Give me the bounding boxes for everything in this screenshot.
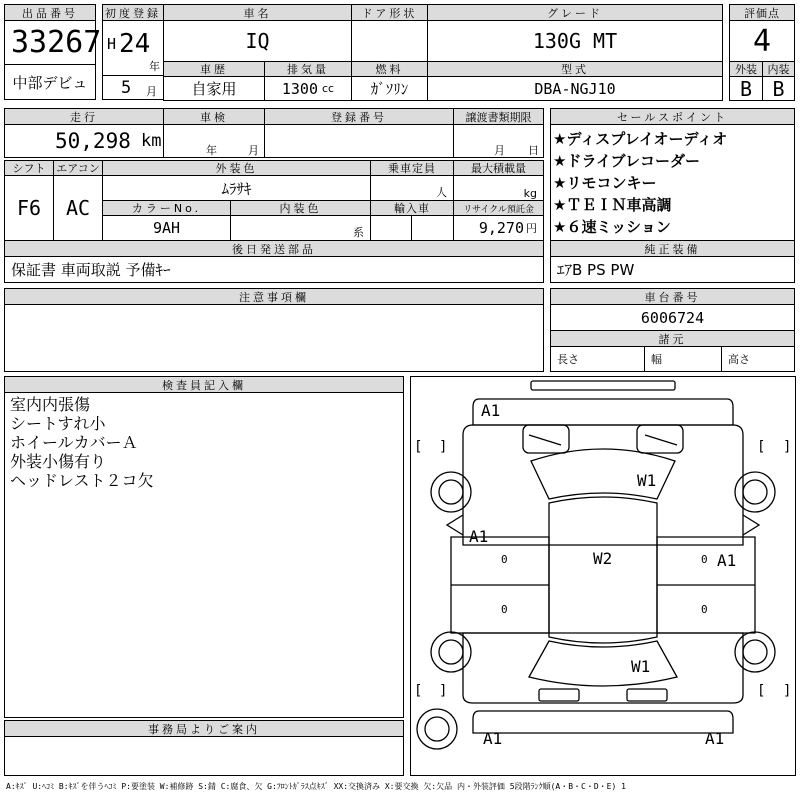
bracket-mark: [ bbox=[757, 683, 766, 699]
chassis-no-value: 6006724 bbox=[550, 304, 795, 331]
capacity-unit: 人 bbox=[436, 186, 447, 199]
sales-point-item: ★ドライブレコーダー bbox=[553, 152, 700, 170]
car-name-header: 車名 bbox=[163, 4, 352, 21]
transfer-day-unit: 日 bbox=[528, 144, 539, 157]
damage-diagram bbox=[410, 376, 796, 776]
width-label: 幅 bbox=[651, 353, 662, 366]
damage-mark-hood: W1 bbox=[637, 471, 657, 490]
inspector-note-item: ヘッドレスト２コ欠 bbox=[10, 471, 154, 490]
sales-point-item: ★６速ミッション bbox=[553, 218, 671, 236]
mileage-header: 走行 bbox=[4, 108, 164, 125]
inspection-month-unit: 月 bbox=[248, 144, 259, 157]
history-header: 車歴 bbox=[163, 61, 265, 77]
recycle-value: 9,270 bbox=[478, 219, 524, 237]
bracket-mark: ] bbox=[439, 439, 448, 455]
ext-color-header: 外装色 bbox=[102, 160, 371, 176]
chassis-no-header: 車台番号 bbox=[550, 288, 795, 305]
interior-header: 内装 bbox=[762, 61, 795, 77]
door-type-header: ドア形状 bbox=[351, 4, 428, 21]
inspection-cell bbox=[163, 124, 265, 158]
shift-value: F6 bbox=[4, 175, 54, 241]
history-value: 自家用 bbox=[163, 76, 265, 101]
inspector-note-item: ホイールカバーＡ bbox=[10, 433, 138, 452]
damage-mark-zero: 0 bbox=[501, 603, 508, 616]
height-cell bbox=[721, 346, 795, 372]
notes-body bbox=[4, 304, 544, 372]
damage-mark-rear-left: A1 bbox=[483, 729, 503, 748]
car-outline bbox=[411, 377, 795, 775]
damage-mark-zero: 0 bbox=[501, 553, 508, 566]
model-code-value: DBA-NGJ10 bbox=[427, 76, 723, 101]
venue-label: 中部デビュ bbox=[4, 64, 96, 100]
color-no-value: 9AH bbox=[102, 215, 231, 241]
bracket-mark: ] bbox=[783, 683, 792, 699]
length-cell bbox=[550, 346, 645, 372]
first-reg-month-cell bbox=[102, 75, 164, 100]
height-label: 高さ bbox=[728, 353, 750, 366]
damage-mark-front-left: A1 bbox=[481, 401, 501, 420]
capacity-cell bbox=[370, 175, 454, 201]
sales-point-item: ★リモコンキー bbox=[553, 174, 657, 192]
shift-header: シフト bbox=[4, 160, 54, 176]
displacement-header: 排気量 bbox=[264, 61, 352, 77]
legend: A:ｷｽﾞ U:ﾍｺﾐ B:ｷｽﾞを伴うﾍｺﾐ P:要塗装 W:補修跡 S:錆 C:腐食、欠 G:ﾌﾛﾝﾄｶﾞﾗｽ点ｷｽﾞ XX:交換済み X:要交換 欠:欠品 内・外装評価 5段階ﾗﾝｸ順(A・B・C・D・E) 1 bbox=[6, 782, 626, 791]
reg-no-cell bbox=[264, 124, 454, 158]
bracket-mark: ] bbox=[439, 683, 448, 699]
int-color-cell bbox=[230, 215, 371, 241]
inspector-note-item: 外装小傷有り bbox=[10, 452, 107, 471]
score-value: 4 bbox=[729, 20, 795, 62]
capacity-header: 乗車定員 bbox=[370, 160, 454, 176]
damage-mark-left-door: A1 bbox=[469, 527, 489, 546]
model-code-header: 型式 bbox=[427, 61, 723, 77]
car-name-value: IQ bbox=[163, 20, 352, 62]
dimensions-header: 諸元 bbox=[550, 330, 795, 347]
aircon-value: AC bbox=[53, 175, 103, 241]
interior-grade: B bbox=[762, 76, 795, 101]
bracket-mark: [ bbox=[757, 439, 766, 455]
year-unit: 年 bbox=[149, 60, 160, 73]
office-header: 事務局よりご案内 bbox=[4, 720, 404, 737]
sales-point-item: ★ディスプレイオーディオ bbox=[553, 130, 728, 148]
first-reg-month: 5 bbox=[121, 78, 132, 98]
inspector-header: 検査員記入欄 bbox=[4, 376, 404, 393]
later-parts-value: 保証書 車両取説 予備ｷｰ bbox=[4, 256, 544, 283]
reg-no-header: 登録番号 bbox=[264, 108, 454, 125]
damage-mark-rear-right: A1 bbox=[705, 729, 725, 748]
first-reg-year: 24 bbox=[119, 29, 151, 59]
import-header: 輸入車 bbox=[370, 200, 454, 216]
genuine-equip-header: 純正装備 bbox=[550, 240, 795, 257]
bracket-mark: ] bbox=[783, 439, 792, 455]
door-type-value bbox=[351, 20, 428, 62]
transfer-doc-header: 譲渡書類期限 bbox=[453, 108, 544, 125]
lot-no-value: 33267 bbox=[4, 20, 96, 65]
inspector-note-item: 室内内張傷 bbox=[10, 395, 91, 414]
int-color-unit: 系 bbox=[353, 226, 364, 239]
fuel-value: ｶﾞｿﾘﾝ bbox=[351, 76, 428, 101]
damage-mark-zero: 0 bbox=[701, 553, 708, 566]
import-cell-a bbox=[370, 215, 412, 241]
int-color-header: 内装色 bbox=[230, 200, 371, 216]
inspection-year-unit: 年 bbox=[206, 144, 217, 157]
first-reg-header: 初度登録 bbox=[102, 4, 164, 21]
bracket-mark: [ bbox=[414, 683, 423, 699]
recycle-unit: 円 bbox=[526, 222, 537, 235]
mileage-cell bbox=[4, 124, 164, 158]
damage-mark-rear-hatch: W1 bbox=[631, 657, 651, 676]
grade-header: グレード bbox=[427, 4, 723, 21]
exterior-header: 外装 bbox=[729, 61, 763, 77]
inspection-header: 車検 bbox=[163, 108, 265, 125]
recycle-cell bbox=[453, 215, 544, 241]
inspector-note-item: シートすれ小 bbox=[10, 414, 106, 433]
transfer-doc-cell bbox=[453, 124, 544, 158]
sales-points-header: セールスポイント bbox=[550, 108, 795, 125]
damage-mark-right-door: A1 bbox=[717, 551, 737, 570]
fuel-header: 燃料 bbox=[351, 61, 428, 77]
import-cell-b bbox=[411, 215, 454, 241]
max-load-header: 最大積載量 bbox=[453, 160, 544, 176]
displacement-value: 1300 bbox=[281, 79, 318, 98]
era-label: H bbox=[107, 35, 117, 53]
office-body bbox=[4, 736, 404, 776]
max-load-cell bbox=[453, 175, 544, 201]
damage-mark-roof: W2 bbox=[593, 549, 613, 568]
later-parts-header: 後日発送部品 bbox=[4, 240, 544, 257]
month-unit: 月 bbox=[146, 85, 157, 98]
grade-value: 130G MT bbox=[427, 20, 723, 62]
length-label: 長さ bbox=[557, 353, 579, 366]
ext-color-value: ﾑﾗｻｷ bbox=[102, 175, 371, 201]
color-no-header: カラーNo. bbox=[102, 200, 231, 216]
max-load-unit: kg bbox=[523, 187, 537, 200]
score-header: 評価点 bbox=[729, 4, 795, 21]
mileage-value: 50,298 bbox=[55, 129, 131, 153]
width-cell bbox=[644, 346, 722, 372]
bracket-mark: [ bbox=[414, 439, 423, 455]
sales-point-item: ★ＴＥＩＮ車高調 bbox=[553, 196, 672, 214]
first-reg-year-cell bbox=[102, 20, 164, 76]
inspector-notes bbox=[4, 392, 404, 718]
displacement-cell bbox=[264, 76, 352, 101]
mileage-unit: km bbox=[141, 131, 162, 151]
lot-no-header: 出品番号 bbox=[4, 4, 96, 21]
exterior-grade: B bbox=[729, 76, 763, 101]
aircon-header: エアコン bbox=[53, 160, 103, 176]
sales-points-list bbox=[550, 124, 795, 241]
transfer-month-unit: 月 bbox=[494, 144, 505, 157]
genuine-equip-value: ｴｱB PS PW bbox=[550, 256, 795, 283]
displacement-unit: cc bbox=[322, 82, 335, 95]
notes-header: 注意事項欄 bbox=[4, 288, 544, 305]
damage-mark-zero: 0 bbox=[701, 603, 708, 616]
recycle-header: リサイクル預託金 bbox=[453, 200, 544, 216]
